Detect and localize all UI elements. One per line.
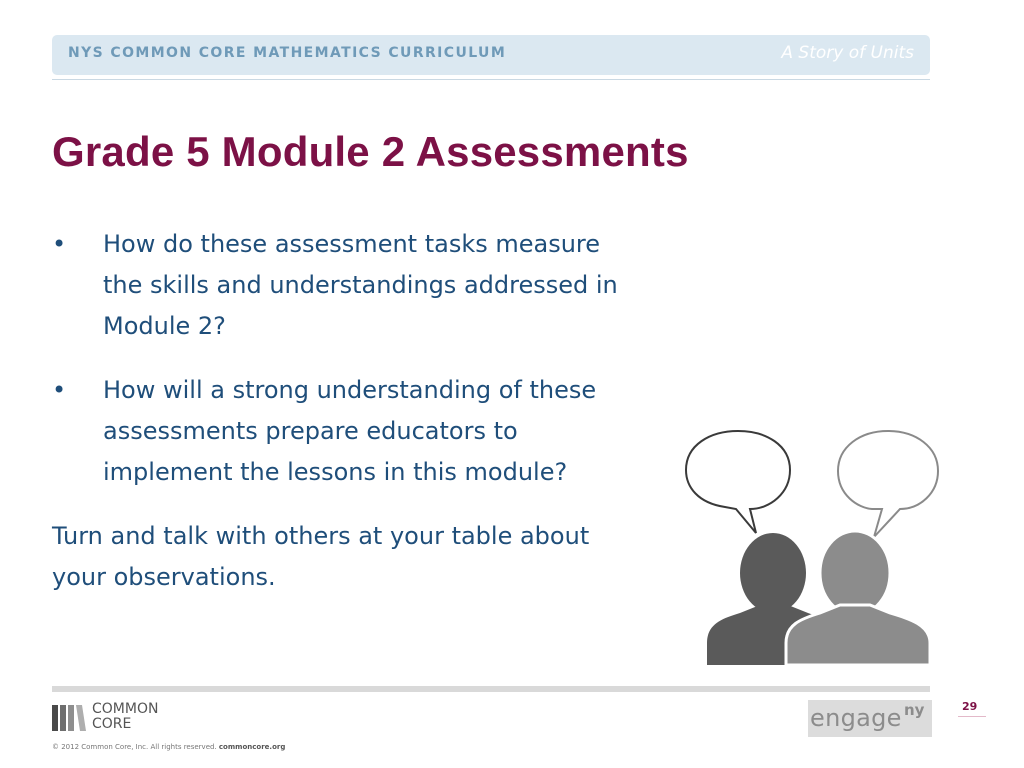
- copyright-text: © 2012 Common Core, Inc. All rights reserved.: [52, 743, 217, 751]
- bullet-text: How do these assessment tasks measure the skills and understandings addressed in Module 2?: [103, 230, 618, 340]
- copyright-link[interactable]: commoncore.org: [218, 743, 286, 751]
- copyright: [52, 743, 285, 751]
- engage-wordmark: engage: [810, 704, 902, 732]
- footer-bar: [52, 686, 930, 692]
- curriculum-label: NYS COMMON CORE MATHEMATICS CURRICULUM: [68, 45, 507, 61]
- engage-ny: ny: [904, 701, 925, 719]
- common-core-line1: COMMON: [92, 701, 159, 717]
- common-core-wordmark: [92, 702, 158, 732]
- bullet-item: [52, 370, 652, 493]
- bullet-dot: •: [52, 376, 67, 404]
- person-silhouette-icon: [786, 531, 930, 665]
- common-core-logo: [52, 703, 86, 733]
- header-divider: [52, 79, 930, 80]
- closing-text: Turn and talk with others at your table about your observations.: [52, 522, 590, 591]
- turn-and-talk-illustration: [680, 425, 940, 667]
- page-number-underline: [958, 716, 986, 717]
- bullet-text: How will a strong understanding of these assessments prepare educators to implement the lessons in this module?: [103, 376, 597, 486]
- speech-bubble-icon: [838, 431, 938, 537]
- slide-title: Grade 5 Module 2 Assessments: [52, 128, 689, 175]
- slide-content: [52, 224, 652, 598]
- speech-bubble-icon: [686, 431, 790, 533]
- bullet-item: [52, 224, 652, 347]
- story-label: A Story of Units: [781, 43, 914, 63]
- engageny-logo: [808, 700, 932, 737]
- page-number: 29: [962, 700, 978, 713]
- common-core-line2: CORE: [92, 716, 132, 732]
- bullet-dot: •: [52, 230, 67, 258]
